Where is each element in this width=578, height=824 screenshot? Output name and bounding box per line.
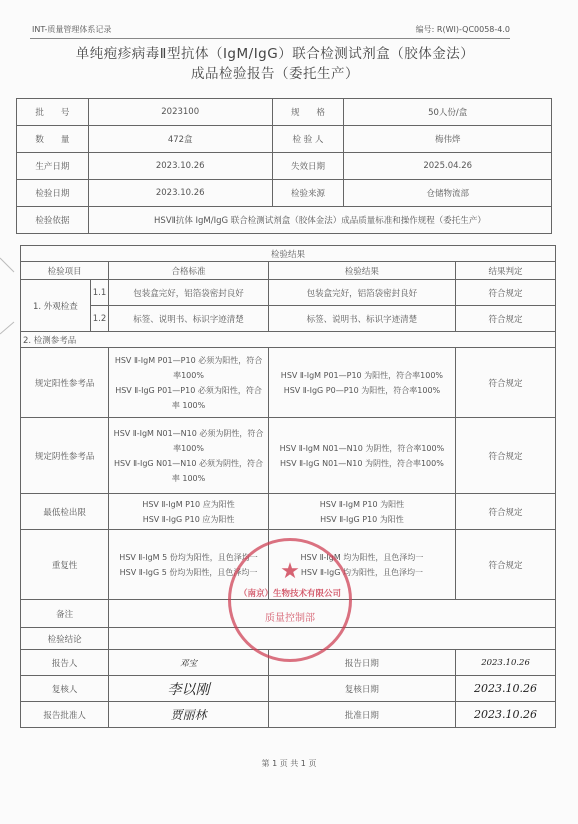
expiry-value: 2025.04.26 bbox=[344, 153, 552, 180]
col-result: 检验结果 bbox=[268, 262, 455, 280]
row-result: 标签、说明书、标识字迹清楚 bbox=[268, 306, 455, 332]
ref-section-label: 2. 检测参考品 bbox=[21, 332, 556, 348]
remark-label: 备注 bbox=[21, 600, 109, 628]
spec-value: 50人份/盒 bbox=[344, 99, 552, 126]
ref-conclusion: 符合规定 bbox=[456, 530, 556, 600]
ref-result: HSV Ⅱ-IgM P01—P10 为阳性，符合率100% HSV Ⅱ-IgG P0—P10 为阳性，符合率100% bbox=[268, 348, 455, 418]
conclusion-label: 检验结论 bbox=[21, 628, 109, 650]
row-conclusion: 符合规定 bbox=[456, 280, 556, 306]
reviewer-label: 复核人 bbox=[21, 676, 109, 702]
doc-subtitle: 成品检验报告（委托生产） bbox=[191, 66, 359, 82]
approver-signature: 贾丽林 bbox=[109, 702, 268, 728]
source-value: 仓储物流部 bbox=[344, 180, 552, 207]
inspector-value: 梅伟烨 bbox=[344, 126, 552, 153]
report-date-label: 报告日期 bbox=[268, 650, 455, 676]
test-date-value: 2023.10.26 bbox=[88, 180, 272, 207]
review-date-value: 2023.10.26 bbox=[456, 676, 556, 702]
qty-label: 数 量 bbox=[17, 126, 89, 153]
basis-label: 检验依据 bbox=[17, 207, 89, 234]
header-divider bbox=[30, 38, 510, 39]
ref-standard: HSV Ⅱ-IgM 5 份均为阳性，且色泽均一 HSV Ⅱ-IgG 5 份均为阳性，且色泽均一 bbox=[109, 530, 268, 600]
test-date-label: 检验日期 bbox=[17, 180, 89, 207]
spec-label: 规 格 bbox=[272, 99, 344, 126]
seal-text: （南京）生物技术有限公司 bbox=[238, 589, 341, 599]
row-standard: 标签、说明书、标识字迹清楚 bbox=[109, 306, 268, 332]
lot-label: 批 号 bbox=[17, 99, 89, 126]
ref-standard: HSV Ⅱ-IgM N01—N10 必须为阴性，符合率100% HSV Ⅱ-IgG N01—N10 必须为阴性，符合率 100% bbox=[109, 418, 268, 494]
info-table bbox=[16, 98, 552, 234]
doc-title: 单纯疱疹病毒Ⅱ型抗体（IgM/IgG）联合检测试剂盒（胶体金法） bbox=[75, 46, 475, 62]
ref-result: HSV Ⅱ-IgM P10 为阳性 HSV Ⅱ-IgG P10 为阳性 bbox=[268, 494, 455, 530]
approve-date-value: 2023.10.26 bbox=[456, 702, 556, 728]
reviewer-signature: 李以刚 bbox=[109, 676, 268, 702]
ref-standard: HSV Ⅱ-IgM P10 应为阳性 HSV Ⅱ-IgG P10 应为阳性 bbox=[109, 494, 268, 530]
expiry-label: 失效日期 bbox=[272, 153, 344, 180]
inspector-label: 检 验 人 bbox=[272, 126, 344, 153]
col-conclusion: 结果判定 bbox=[456, 262, 556, 280]
mfg-date-label: 生产日期 bbox=[17, 153, 89, 180]
ref-result: HSV Ⅱ-IgM N01—N10 为阴性，符合率100% HSV Ⅱ-IgG N01—N10 为阴性，符合率100% bbox=[268, 418, 455, 494]
row-no: 1.1 bbox=[90, 280, 109, 306]
page-footer: 第 1 页 共 1 页 bbox=[261, 759, 317, 768]
results-section-title: 检验结果 bbox=[21, 246, 556, 262]
row-conclusion: 符合规定 bbox=[456, 306, 556, 332]
company-seal bbox=[228, 538, 352, 662]
mfg-date-value: 2023.10.26 bbox=[88, 153, 272, 180]
ref-item: 规定阳性参考品 bbox=[21, 348, 109, 418]
ref-item: 最低检出限 bbox=[21, 494, 109, 530]
row-no: 1.2 bbox=[90, 306, 109, 332]
ref-item: 重复性 bbox=[21, 530, 109, 600]
ref-standard: HSV Ⅱ-IgM P01—P10 必须为阳性，符合率100% HSV Ⅱ-IgG P01—P10 必须为阳性，符合率 100% bbox=[109, 348, 268, 418]
ref-conclusion: 符合规定 bbox=[456, 418, 556, 494]
basis-value: HSVⅡ抗体 IgM/IgG 联合检测试剂盒（胶体金法）成品质量标准和操作规程（委托生产） bbox=[88, 207, 551, 234]
lot-value: 2023100 bbox=[88, 99, 272, 126]
header-left: INT-质量管理体系记录 bbox=[32, 25, 112, 34]
reporter-label: 报告人 bbox=[21, 650, 109, 676]
ref-conclusion: 符合规定 bbox=[456, 348, 556, 418]
qty-value: 472盒 bbox=[88, 126, 272, 153]
header-right: 编号: R(WI)-QC0058-4.0 bbox=[415, 25, 510, 34]
review-date-label: 复核日期 bbox=[268, 676, 455, 702]
ref-conclusion: 符合规定 bbox=[456, 494, 556, 530]
approver-label: 报告批准人 bbox=[21, 702, 109, 728]
col-item: 检验项目 bbox=[21, 262, 109, 280]
col-standard: 合格标准 bbox=[109, 262, 268, 280]
ref-result: HSV Ⅱ-IgM 均为阳性，且色泽均一 HSV Ⅱ-IgG 均为阳性，且色泽均一 bbox=[268, 530, 455, 600]
row-standard: 包装盒完好，铝箔袋密封良好 bbox=[109, 280, 268, 306]
reporter-signature: 邓宝 bbox=[109, 650, 268, 676]
source-label: 检验来源 bbox=[272, 180, 344, 207]
ref-item: 规定阴性参考品 bbox=[21, 418, 109, 494]
appearance-label: 1. 外观检查 bbox=[21, 280, 91, 332]
report-date-value: 2023.10.26 bbox=[456, 650, 556, 676]
row-result: 包装盒完好，铝箔袋密封良好 bbox=[268, 280, 455, 306]
document-header bbox=[32, 24, 510, 38]
approve-date-label: 批准日期 bbox=[268, 702, 455, 728]
seal-dept: 质量控制部 bbox=[265, 613, 315, 624]
seal-star-icon: ★ bbox=[280, 559, 300, 584]
